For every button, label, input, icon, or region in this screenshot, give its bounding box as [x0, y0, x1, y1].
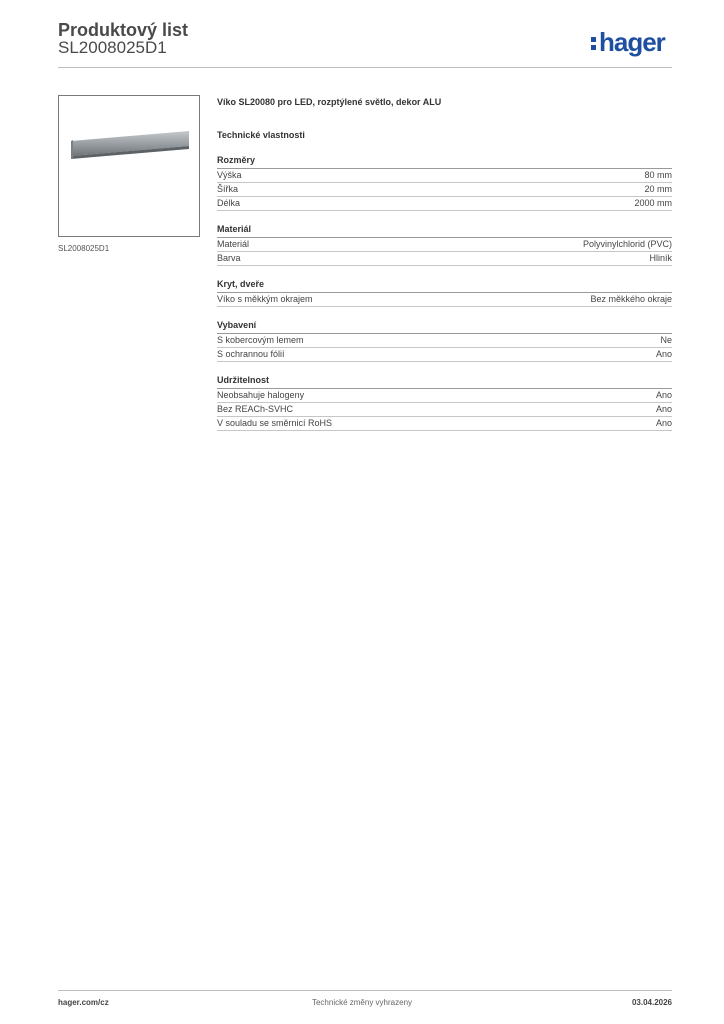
spec-row	[217, 403, 672, 417]
section-heading: Rozměry	[217, 144, 672, 169]
product-name: Víko SL20080 pro LED, rozptýlené světlo, dekor ALU	[217, 97, 442, 107]
spec-label: V souladu se směrnicí RoHS	[217, 418, 333, 428]
spec-label: Barva	[217, 253, 241, 263]
spec-row	[217, 252, 672, 266]
spec-value: Polyvinylchlorid (PVC)	[582, 239, 672, 249]
technical-properties-heading: Technické vlastnosti	[217, 130, 305, 140]
spec-label: Bez REACh-SVHC	[217, 404, 294, 414]
spec-row	[217, 197, 672, 211]
footer-notice: Technické změny vyhrazeny	[311, 998, 413, 1007]
footer-website-link[interactable]: hager.com/cz	[58, 998, 109, 1007]
spec-row	[217, 417, 672, 431]
spec-row	[217, 348, 672, 362]
spec-value: Bez měkkého okraje	[590, 294, 672, 304]
spec-value: 80 mm	[644, 170, 672, 180]
spec-label: Víko s měkkým okrajem	[217, 294, 313, 304]
page-title: Produktový list	[58, 20, 189, 40]
product-image-frame	[58, 95, 200, 237]
spec-value: 2000 mm	[634, 198, 672, 208]
spec-value: Ano	[655, 404, 672, 414]
spec-row	[217, 183, 672, 197]
product-cover-image	[59, 96, 199, 236]
spec-row	[217, 334, 672, 348]
spec-label: Šířka	[217, 184, 239, 194]
spec-label: Výška	[217, 170, 242, 180]
spec-value: Ano	[655, 418, 672, 428]
spec-value: Ano	[655, 390, 672, 400]
product-code: SL2008025D1	[58, 38, 167, 57]
spec-label: S ochrannou fólií	[217, 349, 285, 359]
spec-value: Hliník	[649, 253, 672, 263]
logo-text: hager	[599, 27, 665, 57]
spec-value: Ano	[655, 349, 672, 359]
hager-logo	[591, 27, 665, 58]
spec-row	[217, 293, 672, 307]
spec-row	[217, 169, 672, 183]
spec-label: Neobsahuje halogeny	[217, 390, 305, 400]
logo-dots-icon	[591, 35, 597, 52]
spec-row	[217, 389, 672, 403]
section-heading: Vybavení	[217, 307, 672, 334]
image-caption: SL2008025D1	[58, 244, 110, 253]
spec-value: 20 mm	[644, 184, 672, 194]
section-heading: Materiál	[217, 211, 672, 238]
footer-date: 03.04.2026	[631, 998, 672, 1007]
spec-label: Délka	[217, 198, 241, 208]
spec-row	[217, 238, 672, 252]
section-heading: Udržitelnost	[217, 362, 672, 389]
header-divider	[58, 67, 672, 68]
spec-value: Ne	[660, 335, 672, 345]
spec-panel	[217, 97, 672, 431]
spec-label: Materiál	[217, 239, 250, 249]
section-heading: Kryt, dveře	[217, 266, 672, 293]
footer-divider	[58, 990, 672, 991]
spec-label: S kobercovým lemem	[217, 335, 304, 345]
